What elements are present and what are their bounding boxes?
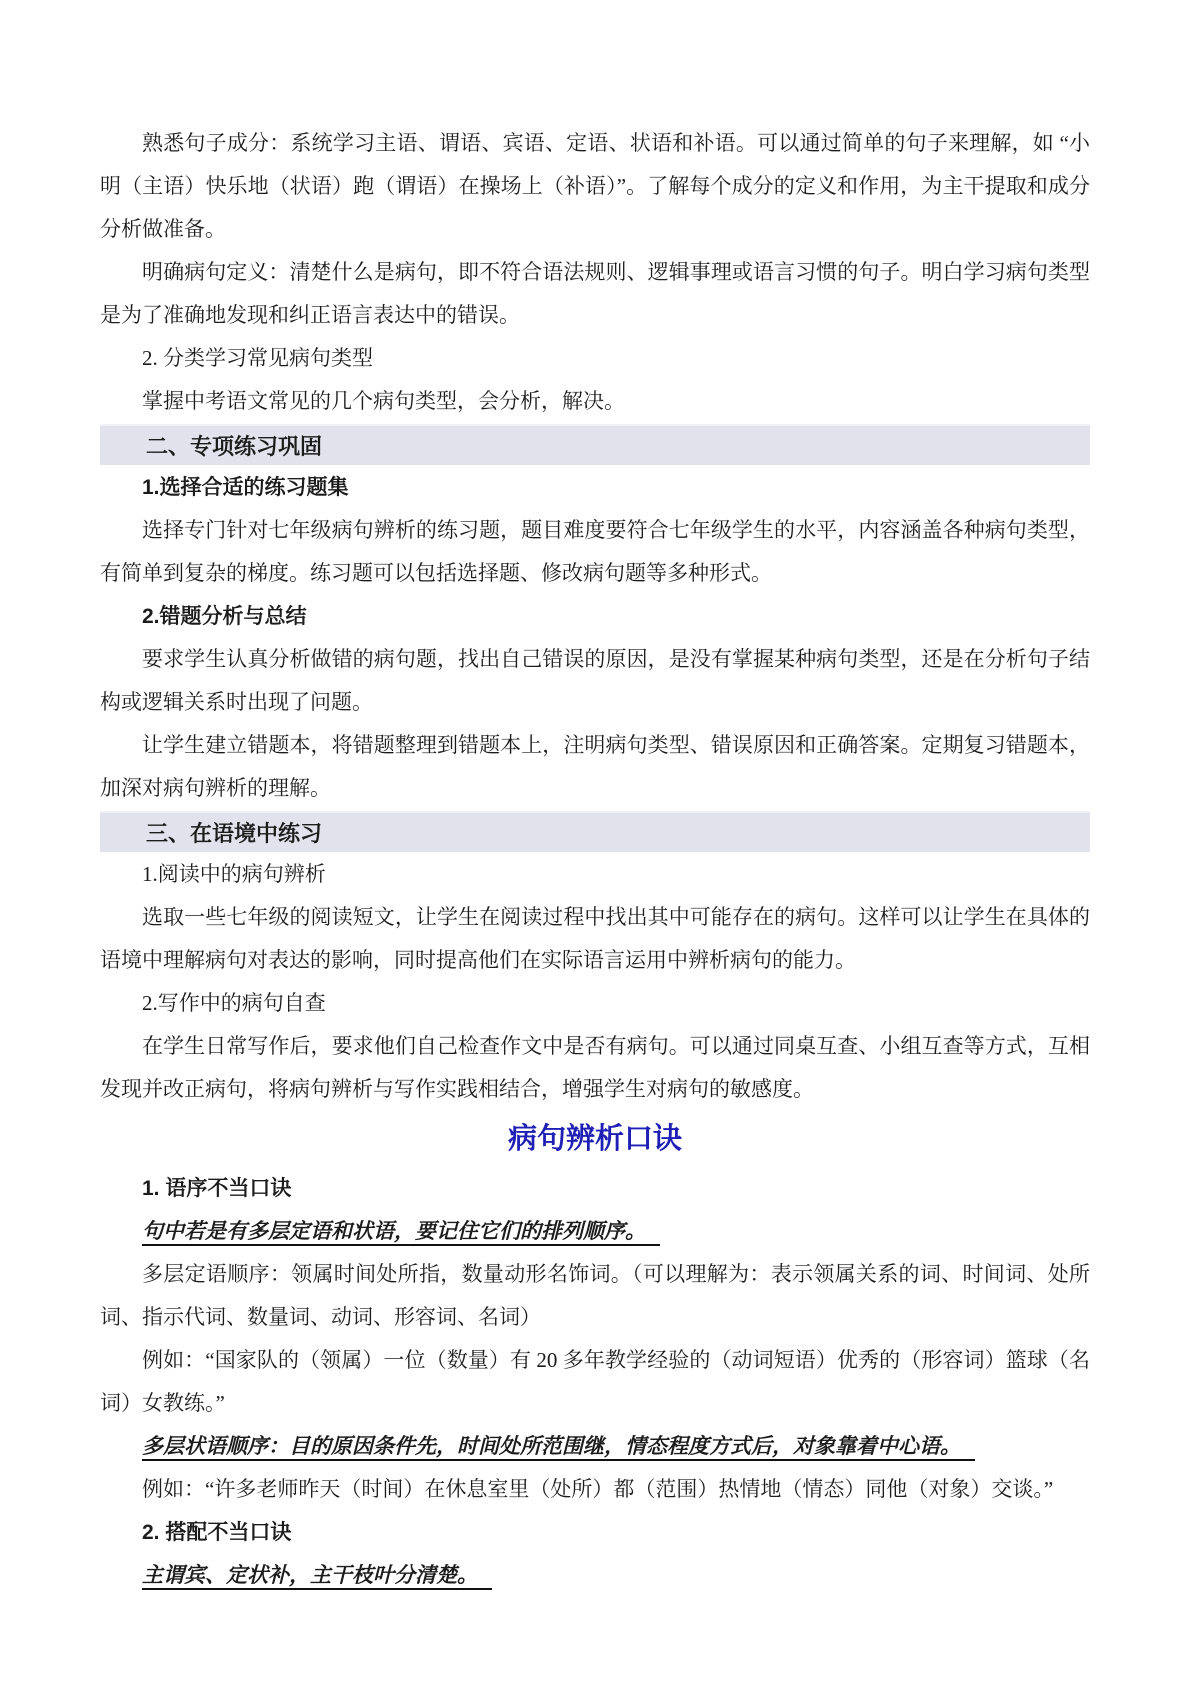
section-heading-band [100,424,1090,465]
body-paragraph: 掌握中考语文常见的几个病句类型，会分析，解决。 [142,389,625,413]
underlined-motto [100,1554,1090,1597]
underlined-motto [100,1210,1090,1253]
underlined-motto-text: 多层状语顺序：目的原因条件先，时间处所范围继，情态程度方式后，对象靠着中心语。 [142,1434,975,1461]
body-paragraph: 要求学生认真分析做错的病句题，找出自己错误的原因，是没有掌握某种病句类型，还是在分析句子结构或逻辑关系时出现了问题。 [100,647,1090,714]
bold-subheading: 2. 搭配不当口诀 [142,1521,292,1544]
body-paragraph: 熟悉句子成分：系统学习主语、谓语、宾语、定语、状语和补语。可以通过简单的句子来理解，如 “小明（主语）快乐地（状语）跑（谓语）在操场上（补语）”。了解每个成分的定义和作用，为主干提取和成分分析做准备。 [100,131,1090,241]
body-paragraph: 在学生日常写作后，要求他们自己检查作文中是否有病句。可以通过同桌互查、小组互查等方式，互相发现并改正病句，将病句辨析与写作实践相结合，增强学生对病句的敏感度。 [100,1034,1090,1101]
underlined-motto [100,1425,1090,1468]
underlined-motto-text: 主谓宾、定状补，主干枝叶分清楚。 [142,1563,492,1590]
body-paragraph: 明确病句定义：清楚什么是病句，即不符合语法规则、逻辑事理或语言习惯的句子。明白学习病句类型是为了准确地发现和纠正语言表达中的错误。 [100,260,1090,327]
body-paragraph: 选择专门针对七年级病句辨析的练习题，题目难度要符合七年级学生的水平，内容涵盖各种病句类型，有简单到复杂的梯度。练习题可以包括选择题、修改病句题等多种形式。 [100,518,1090,585]
body-paragraph: 2.写作中的病句自查 [142,991,326,1015]
body-paragraph: 2. 分类学习常见病句类型 [142,346,373,370]
body-paragraph: 选取一些七年级的阅读短文，让学生在阅读过程中找出其中可能存在的病句。这样可以让学生在具体的语境中理解病句对表达的影响，同时提高他们在实际语言运用中辨析病句的能力。 [100,905,1090,972]
document-title: 病句辨析口诀 [507,1123,682,1155]
section-heading-label: 二、专项练习巩固 [146,434,323,459]
body-paragraph: 例如：“国家队的（领属）一位（数量）有 20 多年教学经验的（动词短语）优秀的（形容词）篮球（名词）女教练。” [100,1348,1090,1415]
body-paragraph: 1.阅读中的病句辨析 [142,862,326,886]
body-paragraph: 多层定语顺序：领属时间处所指，数量动形名饰词。（可以理解为：表示领属关系的词、时间词、处所词、指示代词、数量词、动词、形容词、名词） [100,1262,1090,1329]
body-paragraph: 例如：“许多老师昨天（时间）在休息室里（处所）都（范围）热情地（情态）同他（对象）交谈。” [142,1477,1054,1501]
underlined-motto-text: 句中若是有多层定语和状语，要记住它们的排列顺序。 [142,1219,660,1246]
bold-subheading: 2.错题分析与总结 [142,605,307,628]
section-heading-label: 三、在语境中练习 [146,821,323,846]
bold-subheading: 1. 语序不当口诀 [142,1177,292,1200]
bold-subheading: 1.选择合适的练习题集 [142,476,349,499]
section-heading-band [100,811,1090,852]
body-paragraph: 让学生建立错题本，将错题整理到错题本上，注明病句类型、错误原因和正确答案。定期复习错题本，加深对病句辨析的理解。 [100,733,1090,800]
